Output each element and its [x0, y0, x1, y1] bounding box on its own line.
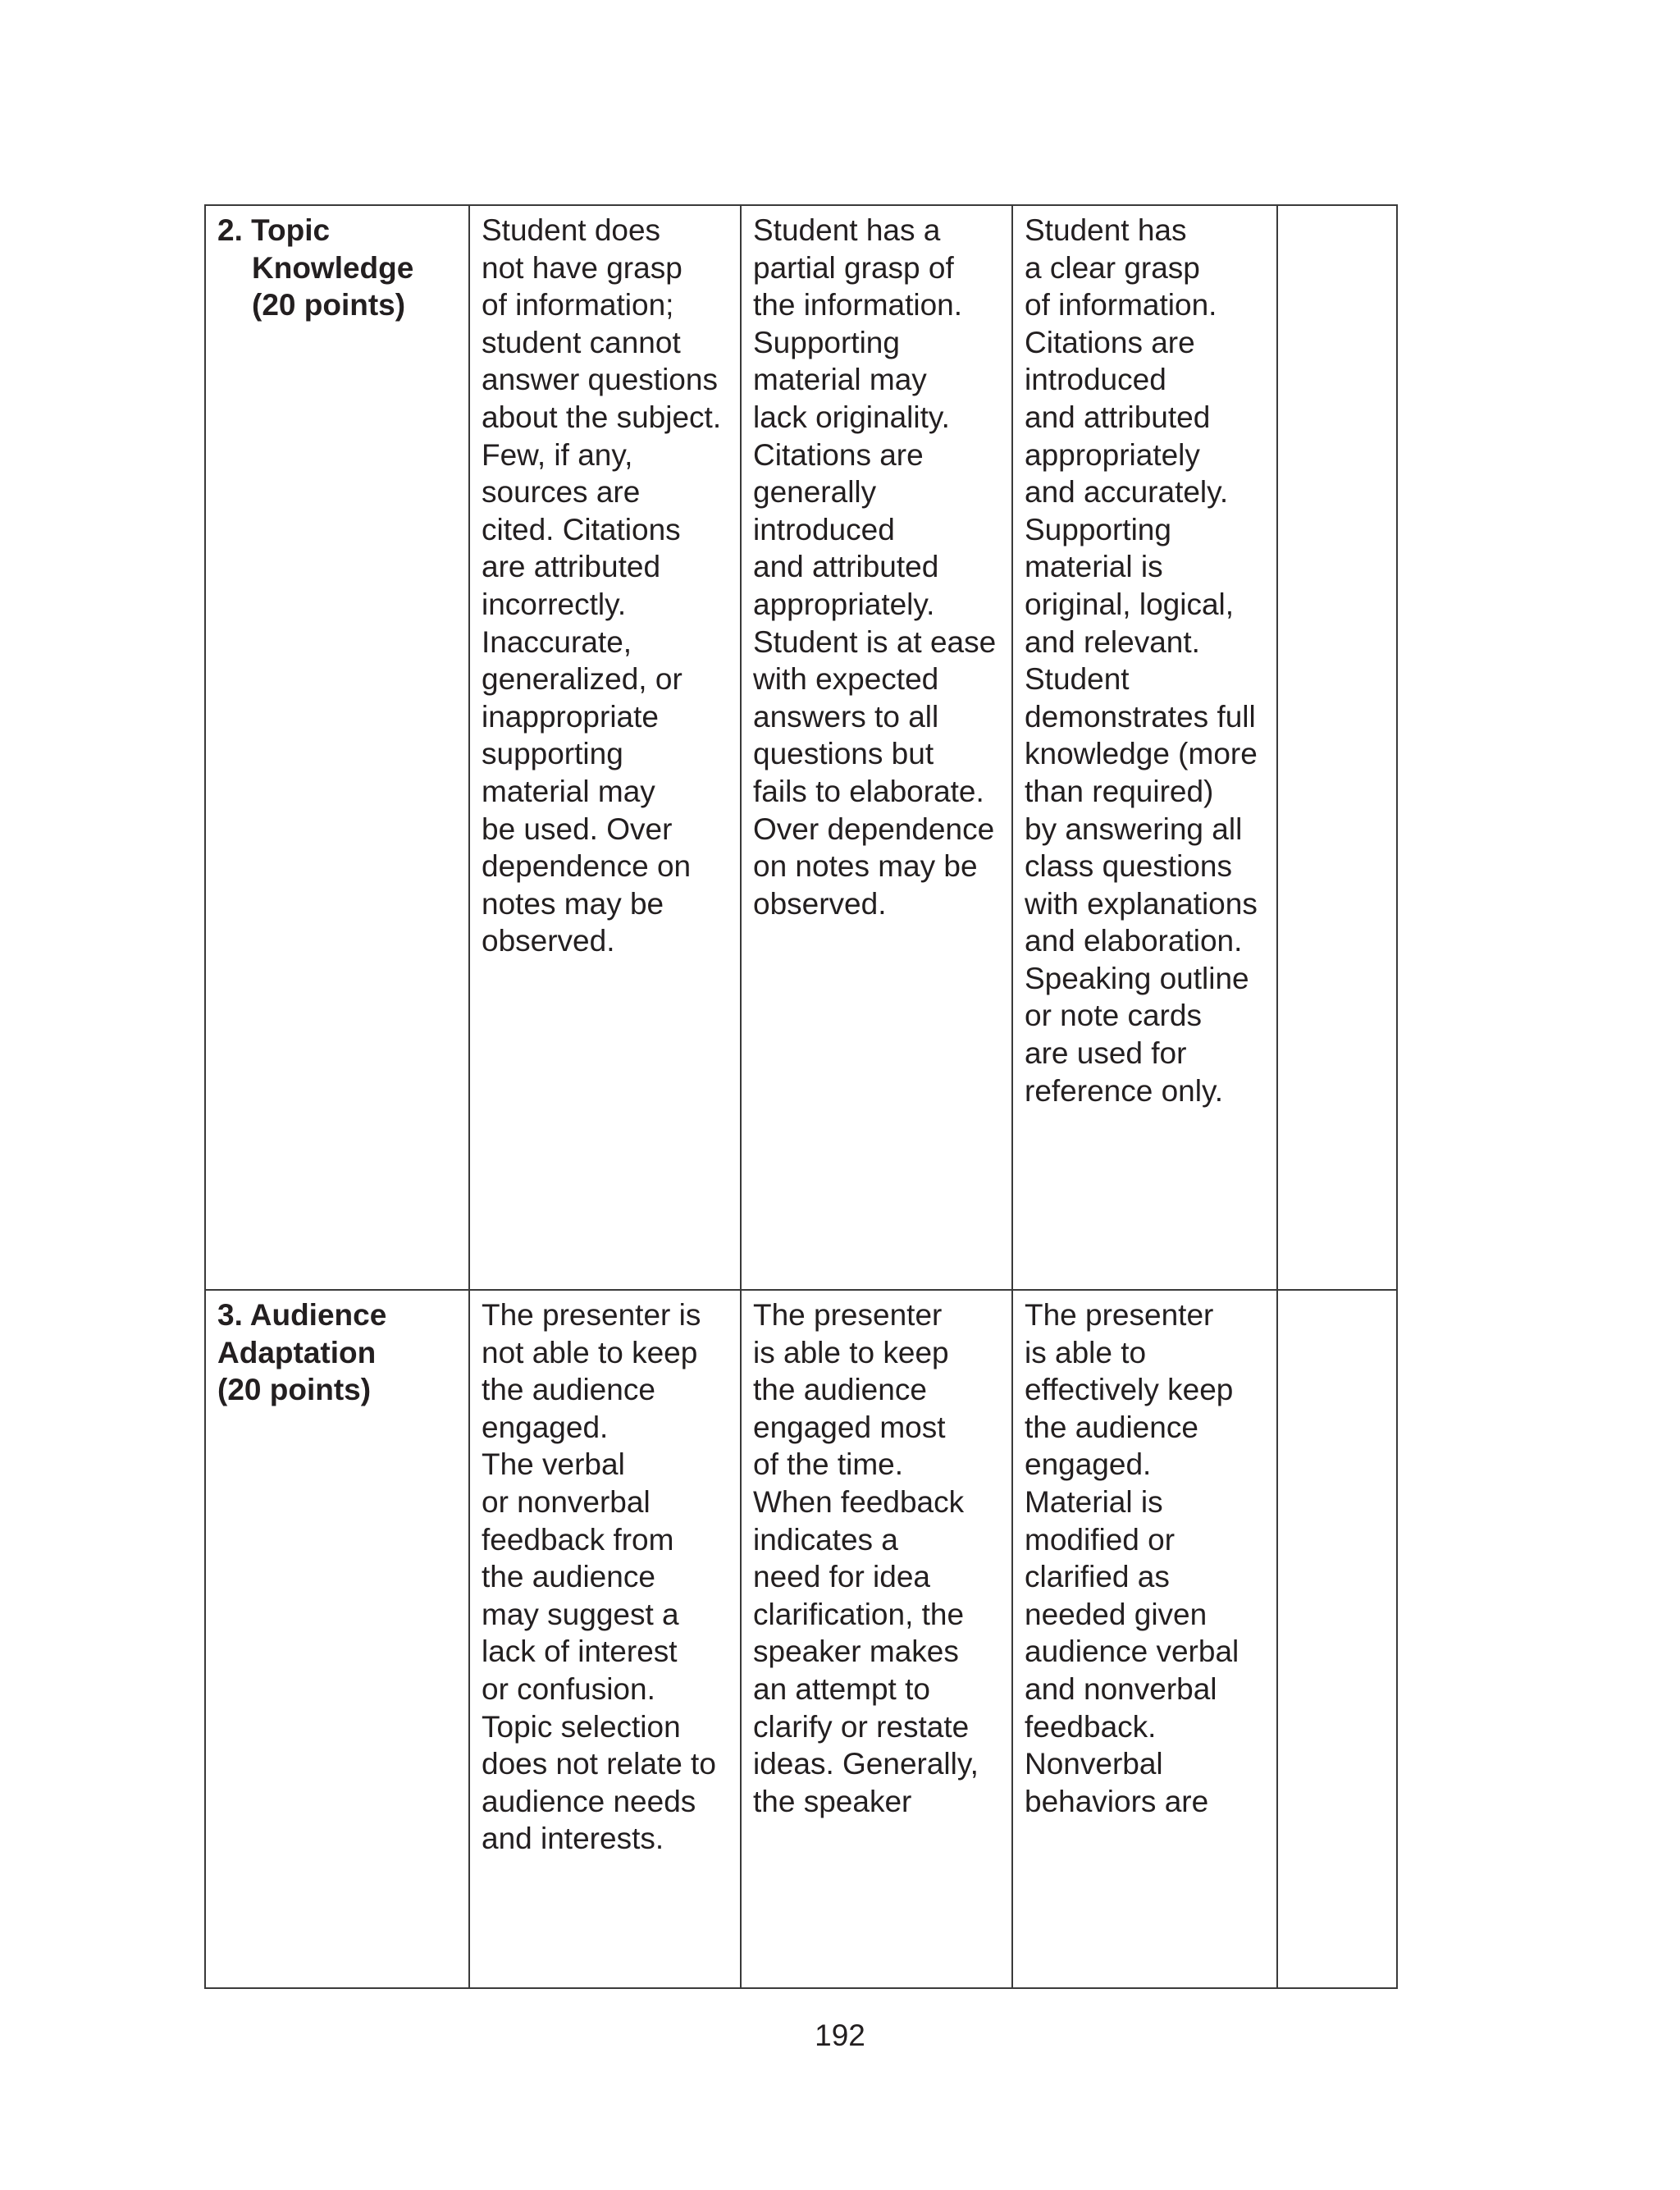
level-3-description-cell [1012, 205, 1277, 1290]
description-line: with explanations [1025, 886, 1258, 921]
description-line: with expected [753, 662, 939, 697]
description-line: generally [753, 475, 877, 510]
description-line: inappropriate [482, 699, 659, 734]
description-line: ideas. Generally, [753, 1747, 979, 1781]
description-line: answer questions [482, 363, 718, 397]
description-line: about the subject. [482, 400, 722, 434]
description-line: effectively keep [1025, 1373, 1234, 1407]
description-line: observed. [753, 886, 887, 921]
description-line: by answering all [1025, 812, 1243, 846]
description-line: of the time. [753, 1447, 904, 1482]
description-line: Topic selection [482, 1709, 681, 1744]
description-line: Nonverbal [1025, 1747, 1163, 1781]
description-line: answers to all [753, 699, 939, 734]
description-line: partial grasp of [753, 250, 954, 285]
description-line: or note cards [1025, 999, 1202, 1033]
description-line: the speaker [753, 1784, 912, 1818]
description-line: the information. [753, 288, 963, 322]
description-line: clarified as [1025, 1560, 1170, 1594]
description-line: behaviors are [1025, 1784, 1209, 1818]
criterion-title-continued: Knowledge [252, 250, 414, 285]
criterion-points: (20 points) [217, 1373, 372, 1407]
description-line: is able to [1025, 1335, 1147, 1369]
description-line: original, logical, [1025, 587, 1235, 621]
description-line: appropriately. [753, 587, 935, 621]
description-line: Student does [482, 213, 661, 247]
description-line: demonstrates full [1025, 699, 1256, 734]
description-line: lack of interest [482, 1634, 678, 1669]
description-line: appropriately [1025, 437, 1200, 472]
level-1-description-cell [469, 205, 741, 1290]
description-line: clarification, the [753, 1597, 965, 1631]
description-line: Citations are [1025, 325, 1195, 359]
description-line: Inaccurate, [482, 624, 632, 659]
description-line: introduced [1025, 363, 1166, 397]
description-line: speaker makes [753, 1634, 959, 1669]
level-2-description-cell [741, 205, 1012, 1290]
description-line: modified or [1025, 1522, 1176, 1557]
criterion-title: 3. Audience [217, 1298, 387, 1332]
description-line: an attempt to [753, 1671, 930, 1706]
criterion-title: 2. Topic [217, 213, 331, 247]
description-line: and nonverbal [1025, 1671, 1217, 1706]
description-line: Citations are [753, 437, 924, 472]
level-1-description-cell [469, 1290, 741, 1988]
description-line: Material is [1025, 1484, 1163, 1519]
description-line: feedback. [1025, 1709, 1157, 1744]
criterion-cell-topic-knowledge [205, 205, 469, 1290]
description-line: is able to keep [753, 1335, 949, 1369]
description-line: and attributed [753, 550, 939, 584]
description-line: When feedback [753, 1484, 965, 1519]
description-line: than required) [1025, 774, 1214, 808]
description-line: The presenter [753, 1298, 943, 1332]
description-line: does not relate to [482, 1747, 716, 1781]
description-line: Over dependence [753, 812, 995, 846]
description-line: and elaboration. [1025, 924, 1243, 958]
description-line: engaged. [482, 1410, 609, 1444]
description-line: supporting [482, 737, 623, 771]
description-line: The verbal [482, 1447, 625, 1482]
description-line: Student is at ease [753, 624, 997, 659]
description-line: Student has a [753, 213, 941, 247]
description-line: knowledge (more [1025, 737, 1258, 771]
rubric-row-topic-knowledge [205, 205, 1397, 1290]
description-line: need for idea [753, 1560, 931, 1594]
description-line: and accurately. [1025, 475, 1229, 510]
description-line: class questions [1025, 849, 1232, 884]
description-line: engaged most [753, 1410, 946, 1444]
description-line: engaged. [1025, 1447, 1152, 1482]
description-line: not able to keep [482, 1335, 698, 1369]
rubric-table [204, 204, 1398, 1989]
description-line: of information; [482, 288, 674, 322]
criterion-title-continued: Adaptation [217, 1335, 377, 1369]
description-line: on notes may be [753, 849, 978, 884]
level-3-description-cell [1012, 1290, 1277, 1988]
description-line: needed given [1025, 1597, 1208, 1631]
description-line: material may [753, 363, 927, 397]
description-line: The presenter [1025, 1298, 1214, 1332]
description-line: material may [482, 774, 655, 808]
criterion-points: (20 points) [252, 288, 406, 322]
description-line: notes may be [482, 886, 664, 921]
description-line: lack originality. [753, 400, 950, 434]
description-line: observed. [482, 924, 615, 958]
description-line: clarify or restate [753, 1709, 970, 1744]
description-line: Student has [1025, 213, 1187, 247]
rubric-row-audience-adaptation [205, 1290, 1397, 1988]
description-line: be used. Over [482, 812, 673, 846]
description-line: The presenter is [482, 1298, 701, 1332]
description-line: cited. Citations [482, 512, 681, 546]
description-line: the audience [1025, 1410, 1198, 1444]
description-line: generalized, or [482, 662, 682, 697]
description-line: sources are [482, 475, 641, 510]
page-number: 192 [815, 2019, 865, 2052]
description-line: or confusion. [482, 1671, 655, 1706]
description-line: and attributed [1025, 400, 1211, 434]
description-line: audience verbal [1025, 1634, 1239, 1669]
description-line: and relevant. [1025, 624, 1200, 659]
description-line: Few, if any, [482, 437, 633, 472]
description-line: audience needs [482, 1784, 696, 1818]
description-line: introduced [753, 512, 895, 546]
description-line: Speaking outline [1025, 961, 1249, 995]
description-line: Student [1025, 662, 1130, 697]
description-line: Supporting [753, 325, 900, 359]
criterion-cell-audience-adaptation [205, 1290, 469, 1988]
description-line: dependence on [482, 849, 692, 884]
description-line: and interests. [482, 1822, 664, 1856]
description-line: not have grasp [482, 250, 682, 285]
description-line: Supporting [1025, 512, 1171, 546]
description-line: material is [1025, 550, 1163, 584]
description-line: the audience [753, 1373, 927, 1407]
score-cell [1277, 205, 1397, 1290]
description-line: are used for [1025, 1036, 1187, 1071]
description-line: the audience [482, 1373, 655, 1407]
description-line: a clear grasp [1025, 250, 1200, 285]
description-line: of information. [1025, 288, 1217, 322]
description-line: or nonverbal [482, 1484, 651, 1519]
description-line: fails to elaborate. [753, 774, 984, 808]
description-line: the audience [482, 1560, 655, 1594]
description-line: student cannot [482, 325, 681, 359]
level-2-description-cell [741, 1290, 1012, 1988]
score-cell [1277, 1290, 1397, 1988]
description-line: incorrectly. [482, 587, 627, 621]
description-line: may suggest a [482, 1597, 679, 1631]
description-line: feedback from [482, 1522, 674, 1557]
description-line: questions but [753, 737, 934, 771]
description-line: indicates a [753, 1522, 898, 1557]
description-line: are attributed [482, 550, 661, 584]
description-line: reference only. [1025, 1073, 1223, 1108]
